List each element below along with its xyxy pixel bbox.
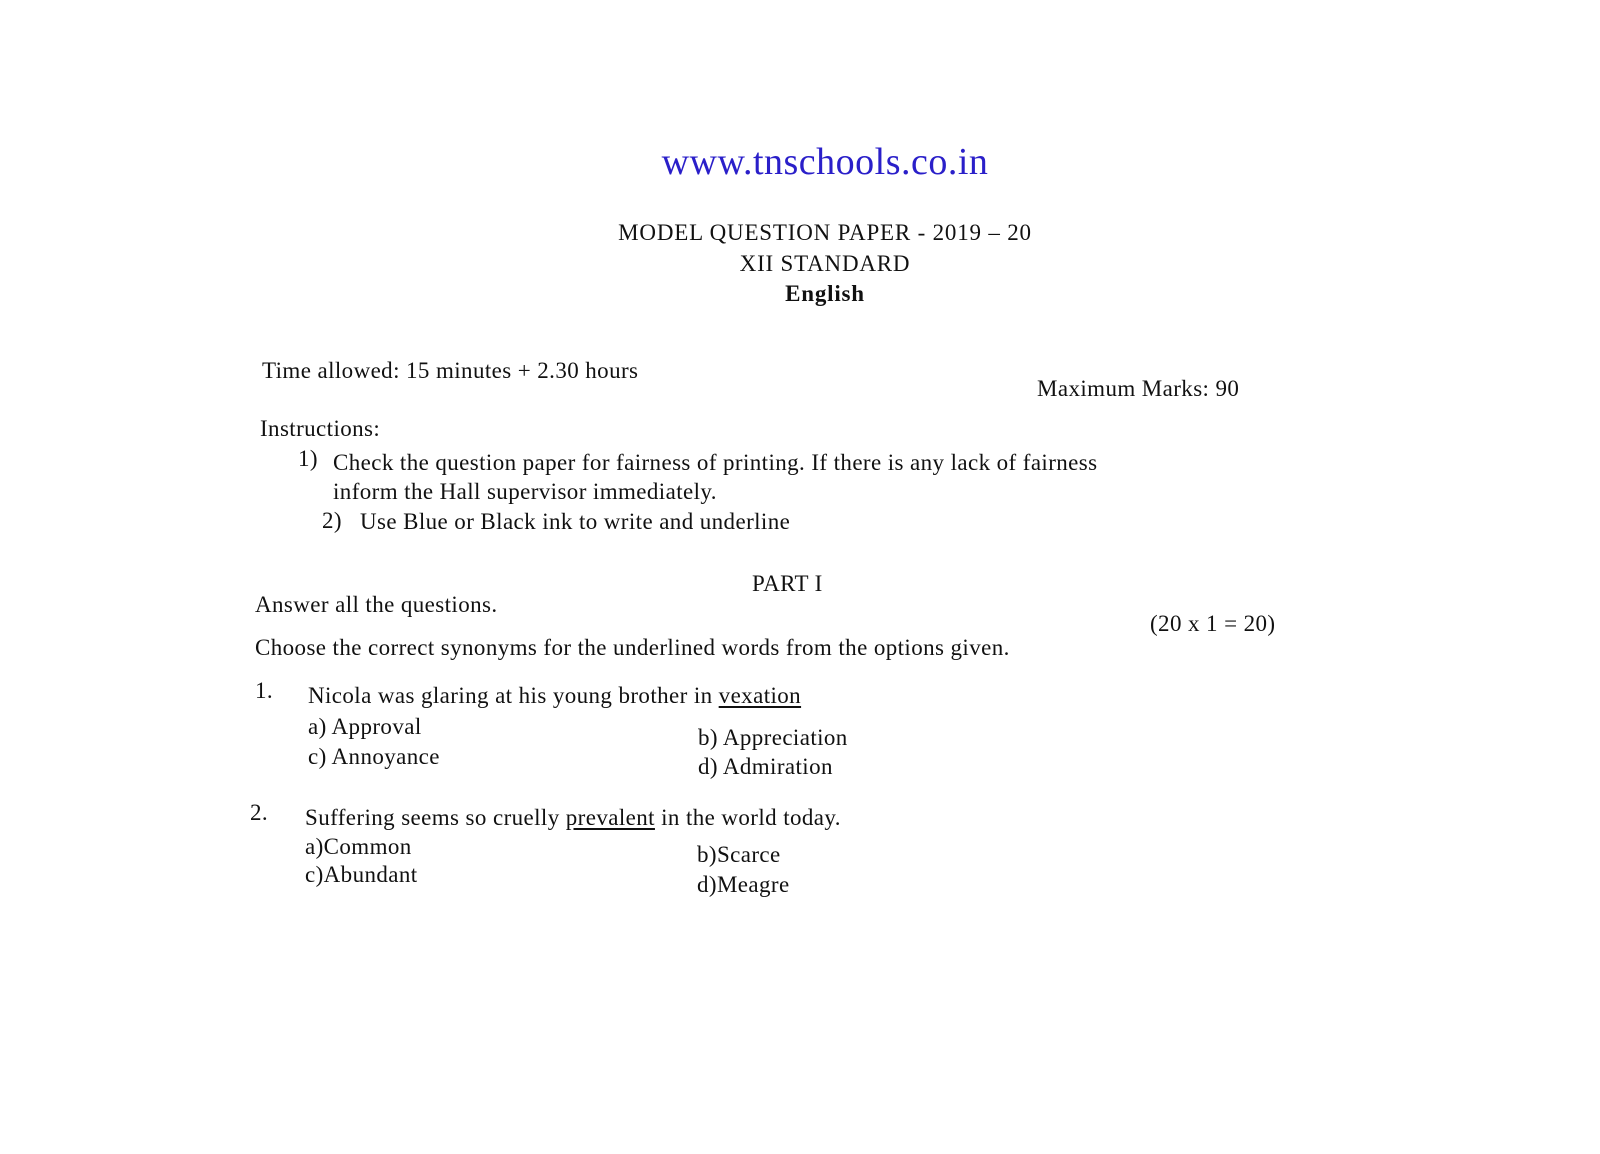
- subject-label: English: [785, 281, 865, 306]
- question-number: 1.: [255, 678, 274, 703]
- question-text: [305, 805, 841, 831]
- option-c: c)Abundant: [305, 862, 418, 887]
- marks-distribution: (20 x 1 = 20): [1150, 611, 1276, 636]
- option-d: d) Admiration: [698, 754, 833, 779]
- answer-all-instruction: Answer all the questions.: [255, 592, 498, 617]
- option-b: b)Scarce: [697, 842, 781, 867]
- maximum-marks: Maximum Marks: 90: [1037, 376, 1240, 401]
- question-text-before: Nicola was glaring at his young brother in: [308, 683, 719, 708]
- instruction-number: 2): [322, 508, 342, 533]
- question-number: 2.: [250, 800, 269, 825]
- watermark-url: www.tnschools.co.in: [661, 141, 989, 183]
- instructions-heading: Instructions:: [260, 416, 381, 441]
- option-a: a) Approval: [308, 714, 422, 739]
- synonym-directive: Choose the correct synonyms for the underlined words from the options given.: [255, 635, 1010, 660]
- option-d: d)Meagre: [697, 872, 790, 897]
- question-text: [308, 683, 801, 709]
- option-a: a)Common: [305, 834, 412, 859]
- instruction-number: 1): [298, 446, 318, 471]
- time-allowed: Time allowed: 15 minutes + 2.30 hours: [262, 358, 639, 383]
- question-text-after: in the world today.: [654, 805, 841, 830]
- instruction-text: Use Blue or Black ink to write and underline: [360, 509, 791, 534]
- underlined-word: vexation: [718, 683, 802, 708]
- instruction-text-cont: inform the Hall supervisor immediately.: [333, 479, 717, 504]
- question-text-before: Suffering seems so cruelly: [305, 805, 566, 830]
- option-c: c) Annoyance: [308, 744, 440, 769]
- standard-label: XII STANDARD: [739, 251, 911, 276]
- paper-title: MODEL QUESTION PAPER - 2019 – 20: [618, 220, 1032, 245]
- instruction-text: Check the question paper for fairness of printing. If there is any lack of fairness: [333, 450, 1098, 475]
- option-b: b) Appreciation: [698, 725, 848, 750]
- underlined-word: prevalent: [565, 805, 655, 830]
- part-title: PART I: [752, 571, 823, 596]
